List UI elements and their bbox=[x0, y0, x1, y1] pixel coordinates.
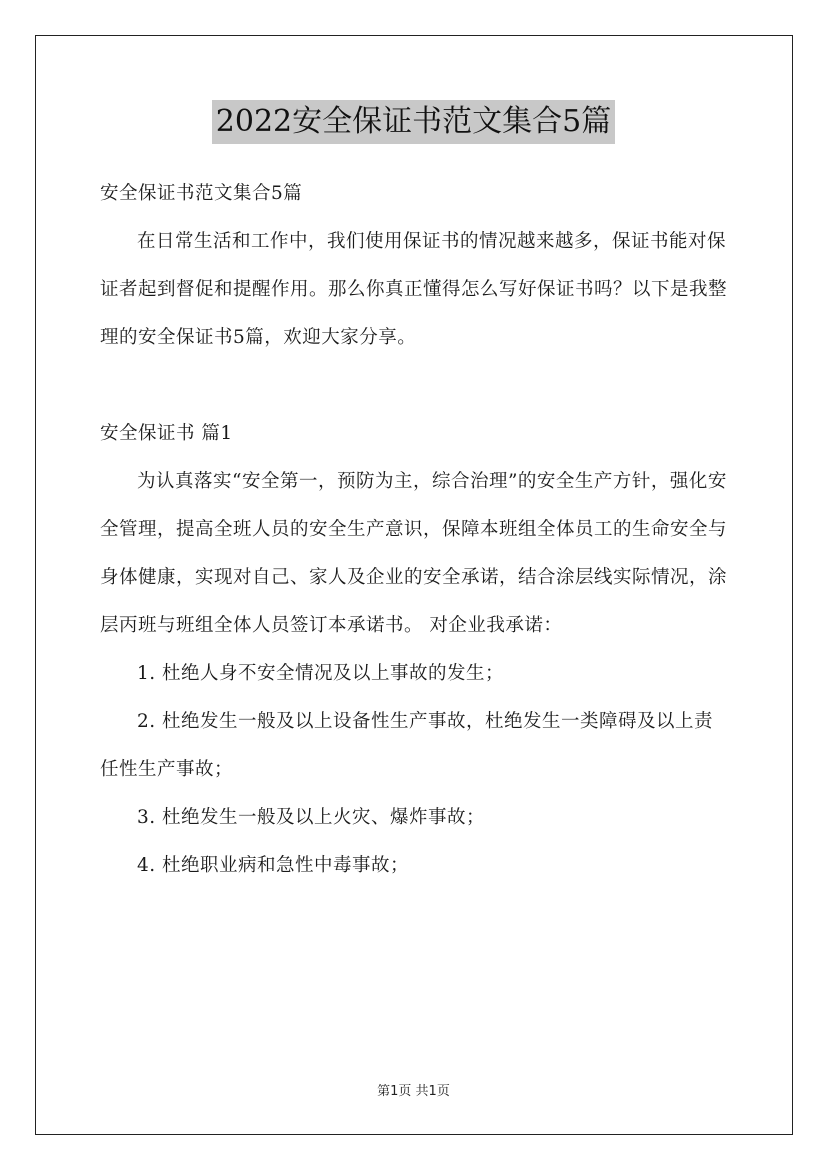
list-item: 4. 杜绝职业病和急性中毒事故； bbox=[137, 855, 410, 876]
document-title: 2022安全保证书范文集合5篇 bbox=[212, 100, 615, 144]
list-item: 1. 杜绝人身不安全情况及以上事故的发生； bbox=[137, 663, 505, 684]
list-item: 2. 杜绝发生一般及以上设备性生产事故，杜绝发生一类障碍及以上责任性生产事故； bbox=[100, 711, 714, 780]
subtitle-paragraph: 安全保证书范文集合5篇 bbox=[100, 183, 303, 204]
title-container bbox=[0, 100, 827, 144]
section-heading: 安全保证书 篇1 bbox=[100, 423, 233, 444]
blank-line bbox=[100, 362, 730, 410]
document-body bbox=[100, 170, 730, 890]
intro-paragraph: 在日常生活和工作中，我们使用保证书的情况越来越多，保证书能对保证者起到督促和提醒作用。那么你真正懂得怎么写好保证书吗？以下是我整理的安全保证书5篇，欢迎大家分享。 bbox=[100, 231, 728, 348]
list-item: 3. 杜绝发生一般及以上火灾、爆炸事故； bbox=[137, 807, 486, 828]
body-paragraph: 为认真落实“安全第一，预防为主，综合治理”的安全生产方针，强化安全管理，提高全班人员的安全生产意识，保障本班组全体员工的生命安全与身体健康，实现对自己、家人及企业的安全承诺，结合涂层线实际情况，涂层丙班与班组全体人员签订本承诺书。 对企业我承诺： bbox=[100, 471, 728, 636]
page-footer: 第1页 共1页 bbox=[377, 1084, 450, 1099]
